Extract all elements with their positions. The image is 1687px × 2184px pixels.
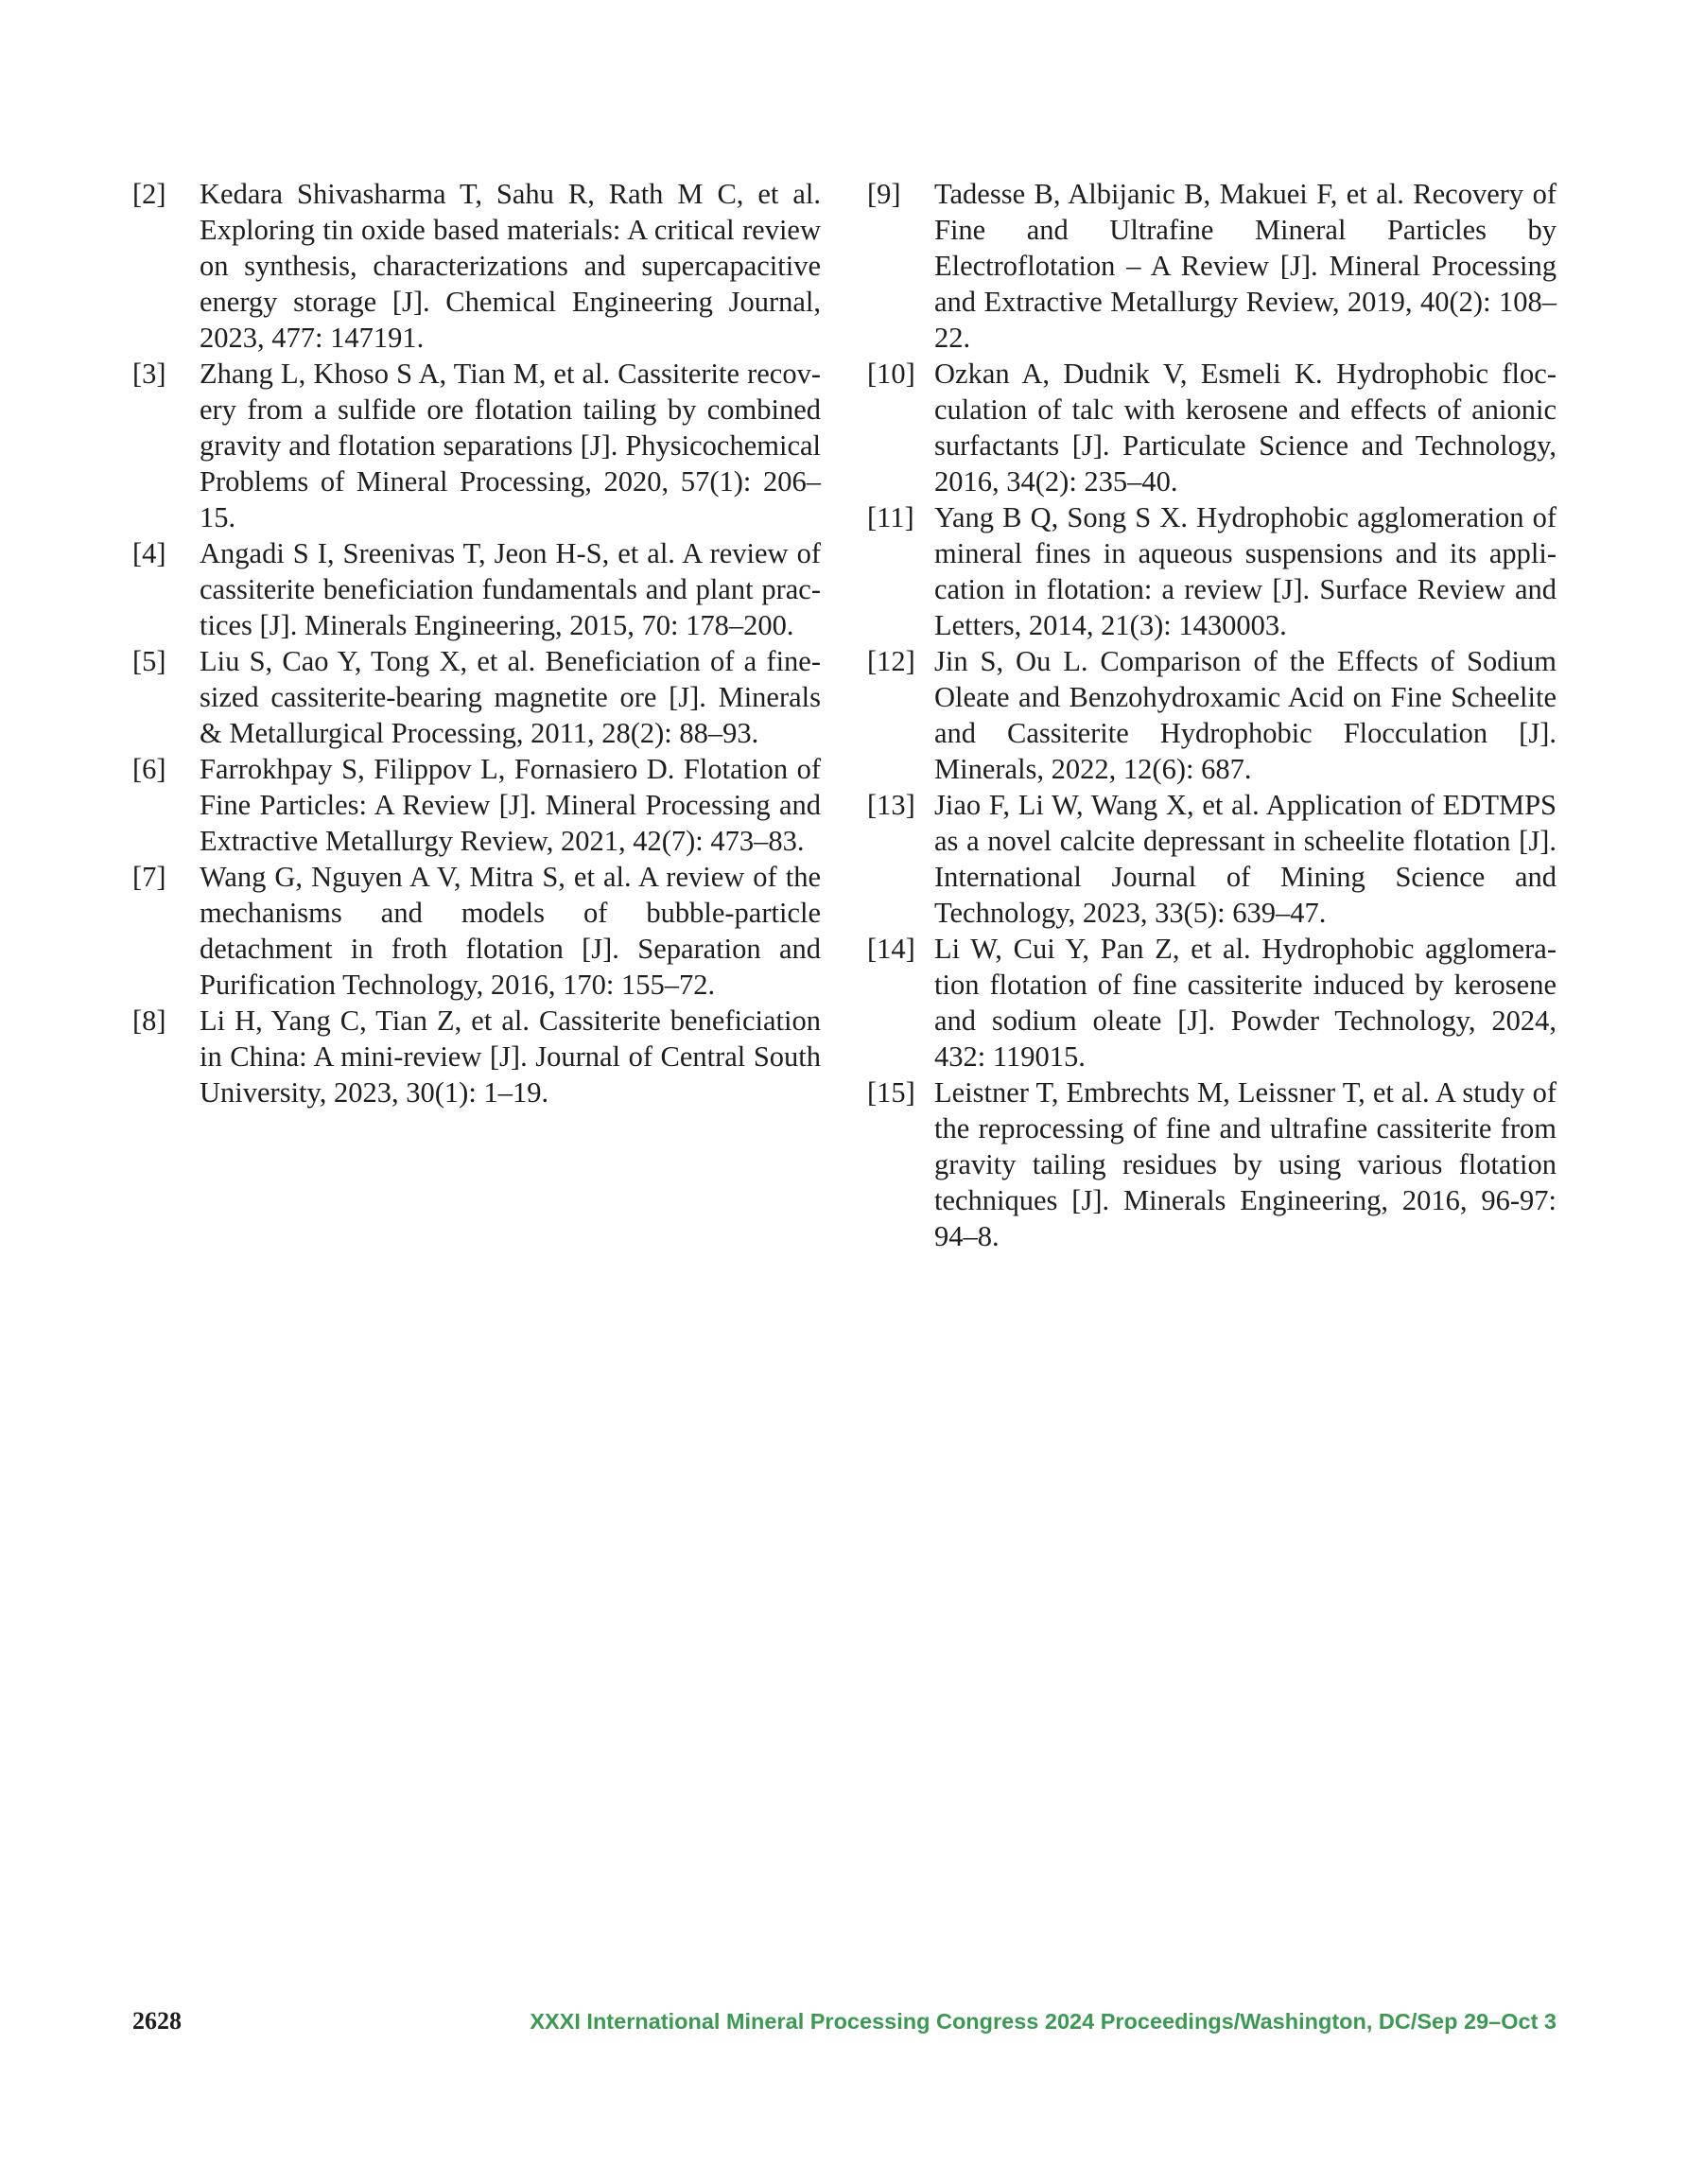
- reference-entry-12: [867, 643, 1557, 787]
- reference-entry-15: [867, 1075, 1557, 1254]
- reference-number: [2]: [132, 178, 166, 210]
- reference-text: Yang B Q, Song S X. Hydrophobic agglomeration of mineral fines in aqueous suspensions and its application in flotation: a review [J]. Surface Review and Letters, 2014, 21(3): 1430003.: [934, 501, 1557, 641]
- references-left-column: [132, 176, 821, 1110]
- reference-text: Liu S, Cao Y, Tong X, et al. Beneficiation of a fine-sized cassiterite-bearing magnetite ore [J]. Minerals & Metallurgical Processing, 2011, 28(2): 88–93.: [200, 645, 821, 749]
- references-right-column: [867, 176, 1557, 1254]
- reference-text: Farrokhpay S, Filippov L, Fornasiero D. Flotation of Fine Particles: A Review [J]. Mineral Processing and Extractive Metallurgy Review, 2021, 42(7): 473–83.: [200, 753, 821, 857]
- reference-text: Angadi S I, Sreenivas T, Jeon H-S, et al. A review of cassiterite beneficiation fundamentals and plant practices [J]. Minerals Engineering, 2015, 70: 178–200.: [200, 537, 821, 641]
- reference-number: [9]: [867, 178, 901, 210]
- reference-entry-4: [132, 535, 821, 643]
- page-footer: [132, 2007, 1557, 2045]
- reference-entry-11: [867, 499, 1557, 643]
- reference-number: [5]: [132, 645, 166, 677]
- reference-text: Leistner T, Embrechts M, Leissner T, et al. A study of the reprocessing of fine and ultrafine cassiterite from gravity tailing residues by using various flotation techniques [J]. Minerals Engineering, 2016, 96-97: 94–8.: [934, 1076, 1557, 1252]
- reference-entry-9: [867, 176, 1557, 356]
- reference-number: [3]: [132, 358, 166, 390]
- reference-entry-5: [132, 643, 821, 751]
- reference-text: Ozkan A, Dudnik V, Esmeli K. Hydrophobic flocculation of talc with kerosene and effects of anionic surfactants [J]. Particulate Science and Technology, 2016, 34(2): 235–40.: [934, 358, 1557, 498]
- reference-number: [6]: [132, 753, 166, 785]
- reference-entry-7: [132, 859, 821, 1003]
- reference-text: Li H, Yang C, Tian Z, et al. Cassiterite beneficiation in China: A mini-review [J]. Journal of Central South University, 2023, 30(1): 1–19.: [200, 1005, 821, 1109]
- reference-entry-14: [867, 931, 1557, 1075]
- reference-text: Tadesse B, Albijanic B, Makuei F, et al. Recovery of Fine and Ultrafine Mineral Particles by Electroflotation – A Review [J]. Mineral Processing and Extractive Metallurgy Review, 2019, 40(2): 108–22.: [934, 178, 1557, 354]
- reference-entry-8: [132, 1003, 821, 1110]
- reference-entry-6: [132, 751, 821, 859]
- reference-text: Wang G, Nguyen A V, Mitra S, et al. A review of the mechanisms and models of bubble-particle detachment in froth flotation [J]. Separation and Purification Technology, 2016, 170: 155–72.: [200, 861, 821, 1001]
- reference-entry-2: [132, 176, 821, 356]
- reference-text: Jiao F, Li W, Wang X, et al. Application of EDTMPS as a novel calcite depressant in scheelite flotation [J]. International Journal of Mining Science and Technology, 2023, 33(5): 639–47.: [934, 789, 1557, 929]
- reference-entry-10: [867, 356, 1557, 499]
- reference-text: Zhang L, Khoso S A, Tian M, et al. Cassiterite recovery from a sulfide ore flotation tailing by combined gravity and flotation separations [J]. Physicochemical Problems of Mineral Processing, 2020, 57(1): 206–15.: [200, 358, 821, 533]
- reference-number: [13]: [867, 789, 915, 821]
- reference-text: Jin S, Ou L. Comparison of the Effects of Sodium Oleate and Benzohydroxamic Acid on Fine Scheelite and Cassiterite Hydrophobic Flocculation [J]. Minerals, 2022, 12(6): 687.: [934, 645, 1557, 785]
- reference-number: [8]: [132, 1005, 166, 1037]
- reference-text: Kedara Shivasharma T, Sahu R, Rath M C, et al. Exploring tin oxide based materials: A critical review on synthesis, characterizations and supercapacitive energy storage [J]. Chemical Engineering Journal, 2023, 477: 147191.: [200, 178, 821, 354]
- reference-number: [15]: [867, 1076, 915, 1109]
- reference-number: [4]: [132, 537, 166, 569]
- reference-entry-13: [867, 787, 1557, 931]
- reference-text: Li W, Cui Y, Pan Z, et al. Hydrophobic agglomeration flotation of fine cassiterite induced by kerosene and sodium oleate [J]. Powder Technology, 2024, 432: 119015.: [934, 933, 1557, 1073]
- reference-number: [11]: [867, 501, 914, 533]
- reference-entry-3: [132, 356, 821, 535]
- reference-number: [12]: [867, 645, 915, 677]
- reference-number: [10]: [867, 358, 915, 390]
- reference-number: [7]: [132, 861, 166, 893]
- page-number: 2628: [132, 2007, 182, 2035]
- reference-number: [14]: [867, 933, 915, 965]
- running-footer-title: XXXI International Mineral Processing Congress 2024 Proceedings/Washington, DC/Sep 29–Oct 3: [530, 2009, 1557, 2034]
